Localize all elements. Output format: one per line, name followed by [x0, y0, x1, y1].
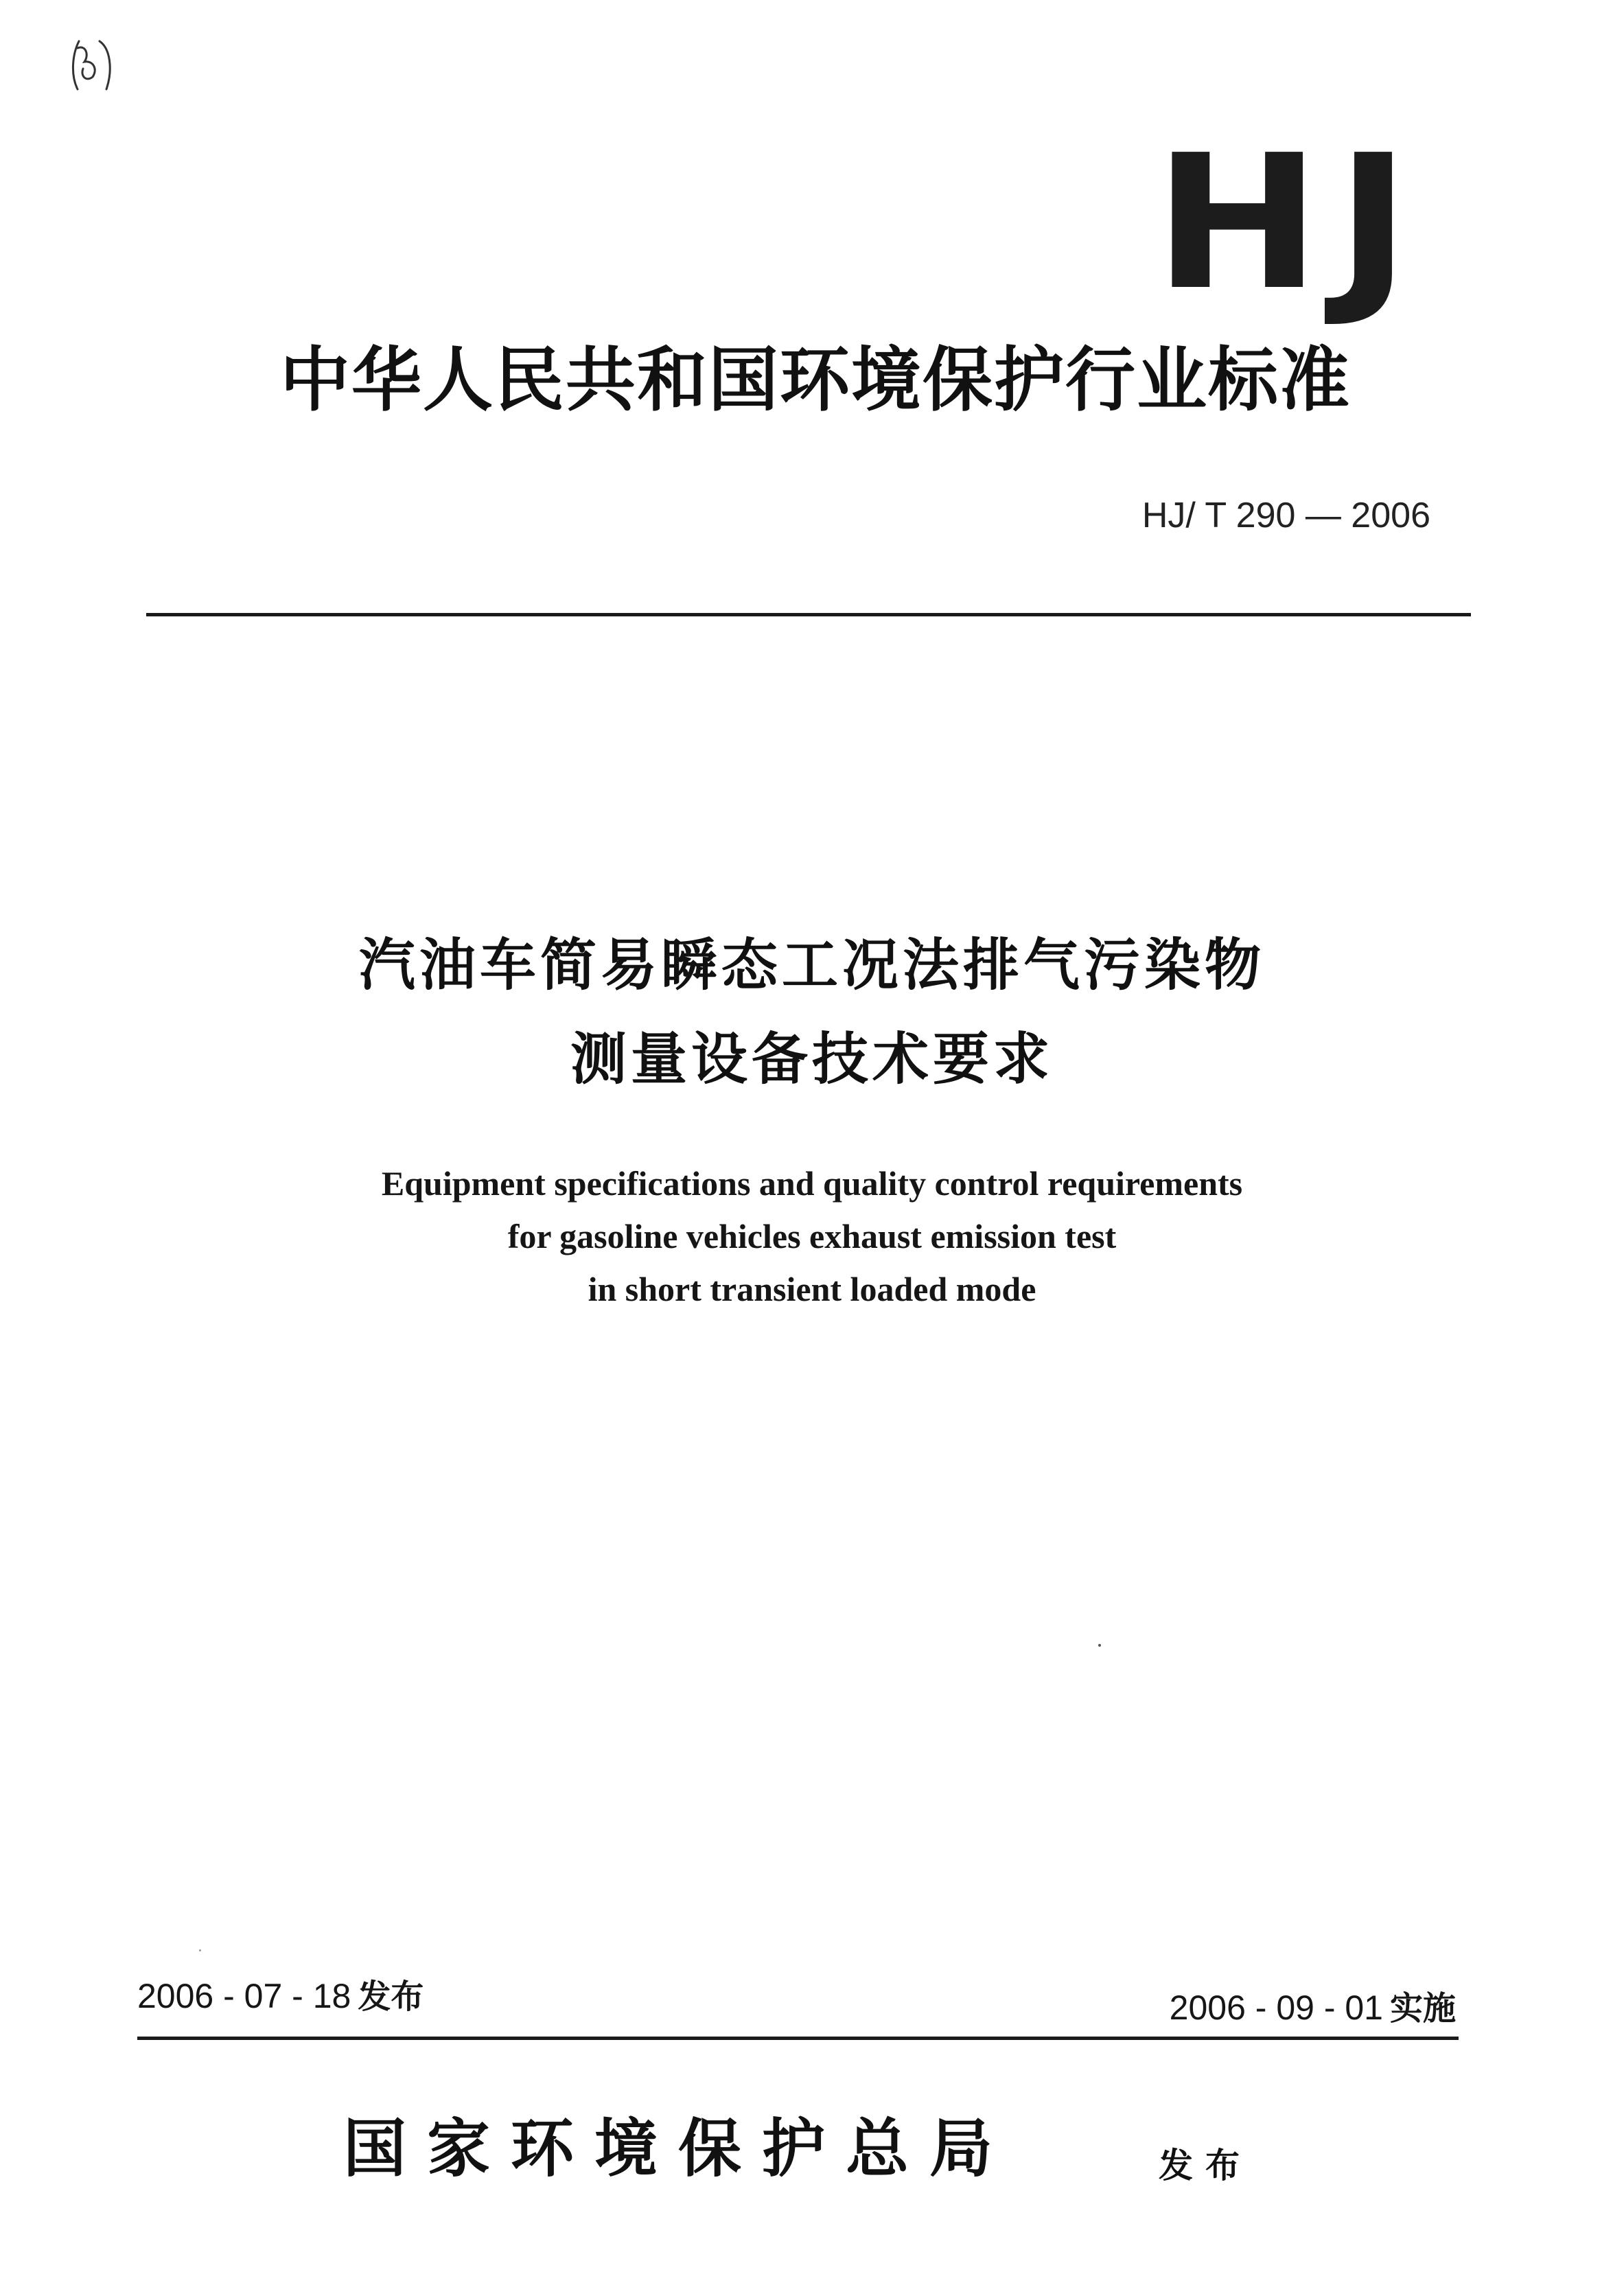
scan-speck [1098, 1644, 1101, 1647]
issue-date: 2006 - 07 - 18 [137, 1977, 351, 2015]
issue-date-label: 发布 [358, 1978, 424, 2016]
handwritten-mark-icon [65, 27, 127, 103]
standard-category-heading: 中华人民共和国环境保护行业标准 [280, 339, 1351, 421]
hj-logo: HJ [1153, 115, 1425, 331]
chinese-title-line-2: 测量设备技术要求 [570, 1027, 1054, 1092]
chinese-title-line-1: 汽油车简易瞬态工况法排气污染物 [358, 933, 1265, 998]
effective-date-label: 实施 [1389, 1989, 1456, 2028]
issuing-authority-suffix: 发布 [1159, 2146, 1252, 2185]
footer-divider [137, 2037, 1459, 2040]
english-title-line-3: in short transient loaded mode [588, 1270, 1036, 1308]
english-title-line-1: Equipment specifications and quality control requirements [381, 1164, 1243, 1203]
english-title-line-2: for gasoline vehicles exhaust emission test [507, 1217, 1117, 1255]
issuing-authority: 国家环境保护总局 [343, 2111, 1014, 2185]
issue-date-block [137, 1975, 424, 2017]
effective-date: 2006 - 09 - 01 [1169, 1988, 1383, 2027]
header-divider [146, 613, 1471, 616]
effective-date-block [1170, 1987, 1456, 2029]
scan-speck [199, 1949, 201, 1951]
standard-code: HJ/ T 290 — 2006 [1141, 496, 1430, 535]
